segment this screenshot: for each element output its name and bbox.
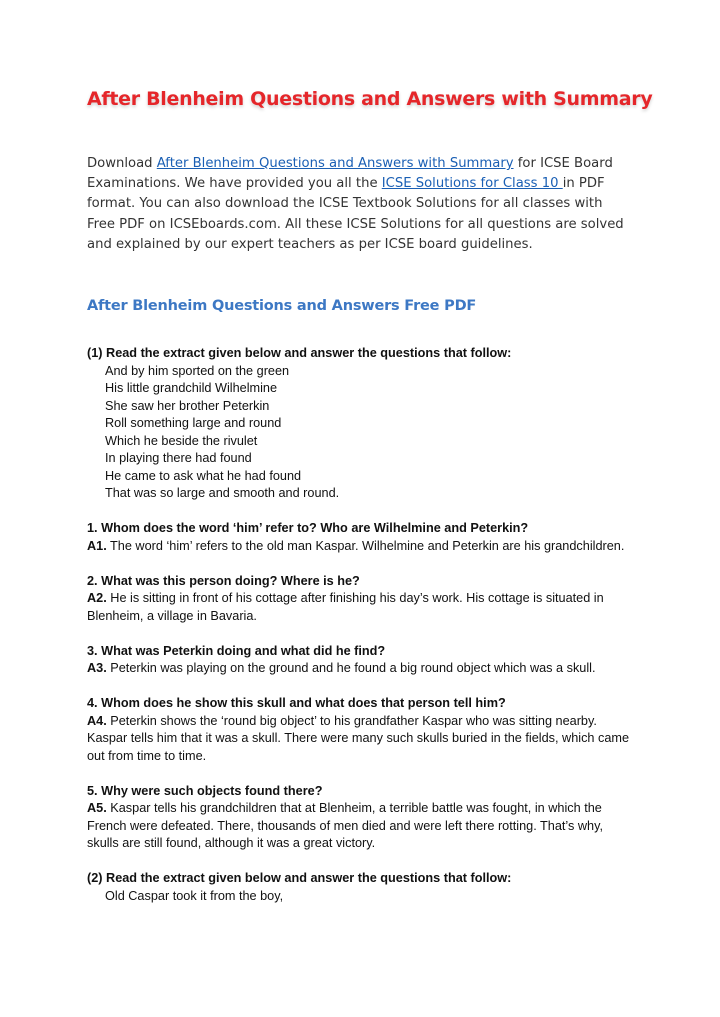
poem-line: In playing there had found <box>105 451 252 465</box>
answer-label: A3. <box>87 661 107 675</box>
answer-text: The word ‘him’ refers to the old man Kaspar. Wilhelmine and Peterkin are his grandchildren. <box>106 538 625 553</box>
poem-line: He came to ask what he had found <box>105 468 302 483</box>
intro-text-3: in PDF format. You can also download the ICSE Textbook Solutions for all classes with Free PDF on ICSEboards.com. All these ICSE Solutions for all questions are solved and explained by our expert teachers as per ICSE board guidelines. <box>87 176 624 252</box>
page-title: After Blenheim Questions and Answers with Summary <box>87 88 653 110</box>
intro-text-1: Download <box>87 156 157 171</box>
answer-5 <box>87 800 632 853</box>
extract-2-heading: (2) Read the extract given below and answer the questions that follow: <box>87 871 512 885</box>
answer-2 <box>87 590 632 625</box>
answer-text: Kaspar tells his grandchildren that at Blenheim, a terrible battle was fought, in which the French were defeated. There, thousands of men died and were left there rotting. That’s why, skulls are still found, although it was a great victory. <box>87 801 604 850</box>
poem-line: Roll something large and round <box>105 416 282 430</box>
answer-label: A4. <box>87 713 107 728</box>
section-heading: After Blenheim Questions and Answers Free PDF <box>87 298 477 314</box>
poem-line: And by him sported on the green <box>105 363 290 378</box>
question-3: 3. What was Peterkin doing and what did he find? <box>87 643 386 658</box>
extract-1-heading: (1) Read the extract given below and answer the questions that follow: <box>87 346 512 360</box>
intro-paragraph <box>87 154 632 255</box>
icse-solutions-link[interactable]: ICSE Solutions for Class 10 <box>381 176 563 192</box>
poem-line: Which he beside the rivulet <box>105 433 258 448</box>
answer-label: A2. <box>87 591 107 605</box>
after-blenheim-link[interactable]: After Blenheim Questions and Answers with Summary <box>156 156 514 171</box>
answer-text: Peterkin was playing on the ground and he found a big round object which was a skull. <box>106 661 596 675</box>
question-5: 5. Why were such objects found there? <box>87 783 323 798</box>
question-1: 1. Whom does the word ‘him’ refer to? Who are Wilhelmine and Peterkin? <box>87 521 529 535</box>
poem-line: His little grandchild Wilhelmine <box>105 381 278 395</box>
answer-text: He is sitting in front of his cottage after finishing his day’s work. His cottage is situated in Blenheim, a village in Bavaria. <box>87 591 604 623</box>
extract-1-poem <box>87 363 632 503</box>
question-4: 4. Whom does he show this skull and what does that person tell him? <box>87 696 506 710</box>
answer-4 <box>87 713 632 766</box>
intro-text-2: for ICSE Board Examinations. We have provided you all the <box>87 156 613 192</box>
poem-line: Old Caspar took it from the boy, <box>105 888 284 903</box>
poem-line: She saw her brother Peterkin <box>105 398 270 413</box>
answer-label: A1. <box>87 538 107 553</box>
question-2: 2. What was this person doing? Where is he? <box>87 573 360 588</box>
questions-body <box>87 345 632 905</box>
answer-text: Peterkin shows the ‘round big object’ to his grandfather Kaspar who was sitting nearby. Kaspar tells him that it was a skull. There were many such skulls buried in the fields, which came out from time to time. <box>87 713 630 763</box>
poem-line: That was so large and smooth and round. <box>105 486 340 500</box>
answer-label: A5. <box>87 801 107 815</box>
extract-2-poem <box>87 888 632 906</box>
answer-3 <box>87 660 632 678</box>
answer-1 <box>87 538 632 556</box>
